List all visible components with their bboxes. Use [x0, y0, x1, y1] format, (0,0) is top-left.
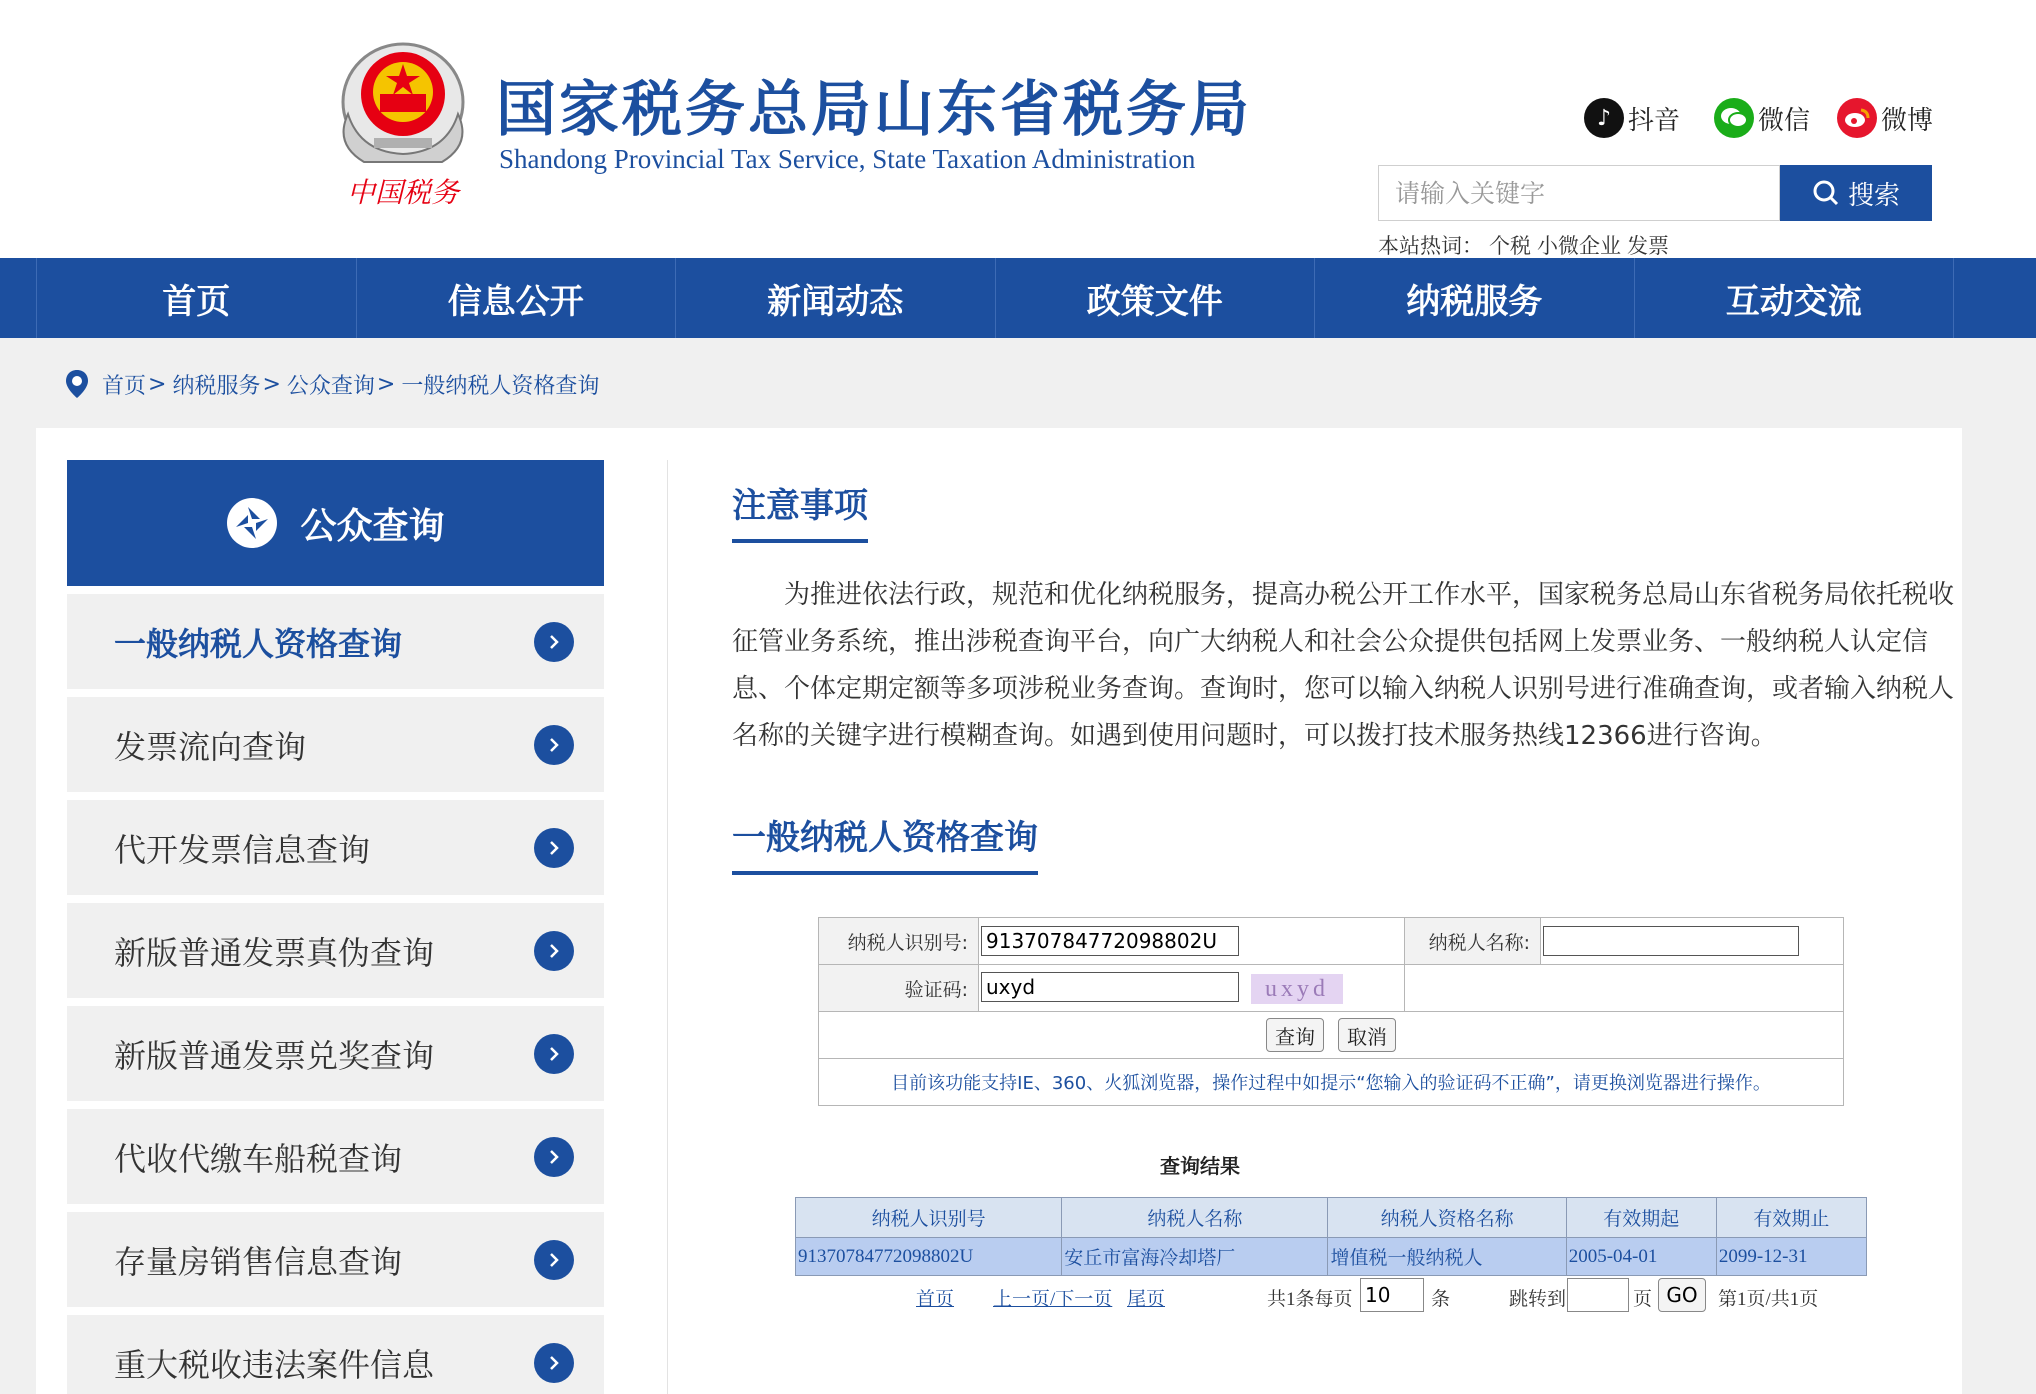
column-header: 纳税人识别号: [796, 1198, 1062, 1238]
query-button[interactable]: 查询: [1266, 1018, 1324, 1052]
taxpayer-id-label: 纳税人识别号:: [819, 918, 979, 965]
hot-word-link[interactable]: 发票: [1627, 234, 1669, 258]
weibo-label: 微博: [1881, 105, 1934, 136]
result-title: 查询结果: [1160, 1154, 1240, 1178]
qualification-cell: 增值税一般纳税人: [1328, 1238, 1566, 1276]
taxpayer-name-cell: 安丘市富海冷却塔厂: [1062, 1238, 1328, 1276]
chevron-right-icon: [534, 1343, 574, 1383]
taxpayer-id-input[interactable]: [981, 926, 1239, 956]
main-panel: [36, 428, 1962, 1394]
nav-item-tax-service[interactable]: 纳税服务: [1315, 258, 1635, 338]
column-header: 纳税人资格名称: [1328, 1198, 1566, 1238]
column-header: 有效期起: [1566, 1198, 1716, 1238]
result-table: [795, 1197, 1867, 1276]
valid-from-cell: 2005-04-01: [1566, 1238, 1716, 1276]
douyin-label: 抖音: [1628, 105, 1681, 136]
breadcrumb-tax-service[interactable]: 纳税服务: [172, 373, 261, 399]
weibo-link[interactable]: [1837, 96, 1933, 140]
pager-last[interactable]: 尾页: [1127, 1289, 1166, 1310]
hot-word-link[interactable]: 小微企业: [1537, 234, 1621, 258]
query-form: [818, 917, 1844, 1106]
page-size-input[interactable]: [1360, 1278, 1424, 1312]
notice-title: 注意事项: [732, 478, 868, 543]
svg-text:中国税务: 中国税务: [346, 176, 460, 209]
taxpayer-name-label: 纳税人名称:: [1405, 918, 1541, 965]
pager-page-unit: 页: [1633, 1289, 1653, 1310]
chevron-right-icon: [534, 622, 574, 662]
main-nav: [0, 258, 2036, 338]
cancel-button[interactable]: 取消: [1338, 1018, 1396, 1052]
pager: [879, 1278, 1879, 1314]
chevron-right-icon: [534, 828, 574, 868]
chevron-right-icon: [534, 1240, 574, 1280]
breadcrumb-home[interactable]: 首页: [102, 373, 147, 399]
wechat-icon: [1714, 98, 1754, 138]
pager-total: 共1条每页: [1267, 1289, 1353, 1310]
douyin-icon: ♪: [1584, 98, 1624, 138]
page-jump-input[interactable]: [1567, 1278, 1629, 1312]
location-pin-icon: [64, 369, 90, 399]
captcha-label: 验证码:: [819, 965, 979, 1012]
public-query-icon: [226, 497, 278, 549]
search-input[interactable]: [1378, 165, 1780, 221]
table-row: [796, 1238, 1867, 1276]
sidebar: [67, 460, 604, 1394]
sidebar-item-house-sales[interactable]: [67, 1212, 604, 1307]
douyin-link[interactable]: [1584, 96, 1680, 140]
query-title: 一般纳税人资格查询: [732, 810, 1038, 875]
sidebar-item-issued-invoice[interactable]: [67, 800, 604, 895]
go-button[interactable]: GO: [1658, 1278, 1706, 1312]
breadcrumb-separator: >: [148, 371, 167, 397]
nav-item-info-disclosure[interactable]: 信息公开: [357, 258, 677, 338]
sidebar-item-label: 发票流向查询: [114, 727, 307, 766]
sidebar-item-label: 代开发票信息查询: [114, 830, 371, 869]
browser-note: 目前该功能支持IE、360、火狐浏览器，操作过程中如提示“您输入的验证码不正确”，请更换浏览器进行操作。: [819, 1059, 1844, 1106]
column-header: 有效期止: [1716, 1198, 1866, 1238]
sidebar-header: [67, 460, 604, 586]
pager-first[interactable]: 首页: [916, 1289, 955, 1310]
wechat-label: 微信: [1758, 105, 1811, 136]
sidebar-item-vehicle-tax[interactable]: [67, 1109, 604, 1204]
chevron-right-icon: [534, 931, 574, 971]
national-emblem-logo: [334, 34, 472, 212]
sidebar-item-invoice-authenticity[interactable]: [67, 903, 604, 998]
breadcrumb-separator: >: [262, 371, 281, 397]
taxpayer-name-input[interactable]: [1543, 926, 1799, 956]
sidebar-item-tax-violation[interactable]: [67, 1315, 604, 1394]
search-icon: [1812, 179, 1840, 207]
search-button[interactable]: [1780, 165, 1932, 221]
wechat-link[interactable]: [1714, 96, 1810, 140]
sidebar-item-invoice-flow[interactable]: [67, 697, 604, 792]
breadcrumb-public-query[interactable]: 公众查询: [286, 373, 375, 399]
pager-unit: 条: [1431, 1289, 1451, 1310]
pager-prev-next[interactable]: 上一页/下一页: [993, 1289, 1113, 1310]
pager-info: 第1页/共1页: [1718, 1289, 1819, 1310]
nav-item-interaction[interactable]: 互动交流: [1635, 258, 1955, 338]
weibo-icon: [1837, 98, 1877, 138]
taxpayer-id-cell: 91370784772098802U: [796, 1238, 1062, 1276]
nav-item-news[interactable]: 新闻动态: [676, 258, 996, 338]
table-header-row: [796, 1198, 1867, 1238]
column-header: 纳税人名称: [1062, 1198, 1328, 1238]
pager-jump-label: 跳转到: [1509, 1289, 1567, 1310]
site-header: [0, 0, 2036, 258]
sidebar-item-label: 代收代缴车船税查询: [114, 1139, 403, 1178]
breadcrumb-separator: >: [376, 371, 396, 397]
nav-item-home[interactable]: 首页: [37, 258, 357, 338]
notice-text: 为推进依法行政，规范和优化纳税服务，提高办税公开工作水平，国家税务总局山东省税务局依托税收征管业务系统，推出涉税查询平台，向广大纳税人和社会公众提供包括网上发票业务、一般纳税人认定信息、个体定期定额等多项涉税业务查询。查询时，您可以输入纳税人识别号进行准确查询，或者输入纳税人名称的关键字进行模糊查询。如遇到使用问题时，可以拨打技术服务热线12366进行咨询。: [732, 580, 1955, 751]
sidebar-header-label: 公众查询: [300, 505, 445, 547]
sidebar-item-label: 新版普通发票兑奖查询: [114, 1036, 435, 1075]
sidebar-item-label: 新版普通发票真伪查询: [114, 933, 435, 972]
nav-item-policy[interactable]: 政策文件: [996, 258, 1316, 338]
hot-words-label: 本站热词：: [1378, 234, 1483, 258]
sidebar-item-label: 一般纳税人资格查询: [114, 624, 403, 663]
breadcrumb-current[interactable]: 一般纳税人资格查询: [401, 373, 600, 399]
valid-to-cell: 2099-12-31: [1716, 1238, 1866, 1276]
column-divider: [667, 460, 668, 1394]
hot-word-link[interactable]: 个税: [1489, 234, 1531, 258]
sidebar-item-label: 存量房销售信息查询: [114, 1242, 403, 1281]
chevron-right-icon: [534, 725, 574, 765]
search-button-label: 搜索: [1847, 180, 1900, 211]
sidebar-item-general-taxpayer[interactable]: [67, 594, 604, 689]
chevron-right-icon: [534, 1034, 574, 1074]
captcha-input[interactable]: [981, 972, 1239, 1002]
site-title-english: Shandong Provincial Tax Service, State Taxation Administration: [499, 144, 1196, 174]
chevron-right-icon: [534, 1137, 574, 1177]
sidebar-item-invoice-lottery[interactable]: [67, 1006, 604, 1101]
hot-words: [1378, 230, 1675, 260]
site-title-chinese: 国家税务总局山东省税务局: [496, 75, 1252, 145]
captcha-image[interactable]: uxyd: [1251, 974, 1343, 1004]
breadcrumb: [64, 366, 599, 402]
sidebar-item-label: 重大税收违法案件信息: [114, 1345, 435, 1384]
